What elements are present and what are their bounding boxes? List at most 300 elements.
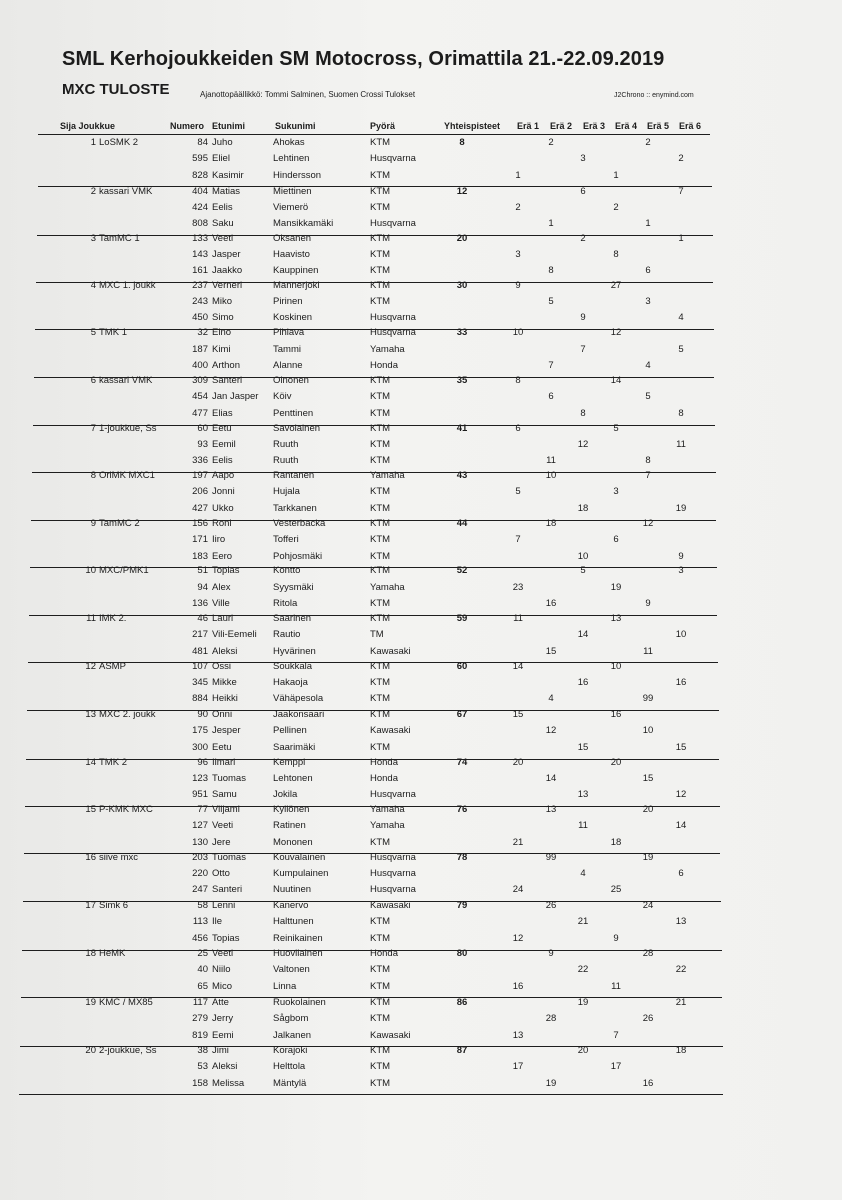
team-name: KMC / MX85 bbox=[99, 996, 153, 1008]
rider-bike: KTM bbox=[370, 439, 391, 450]
rider-number: 481 bbox=[192, 645, 208, 657]
result-row bbox=[0, 1061, 842, 1077]
heat-5-points: 1 bbox=[645, 218, 651, 230]
rider-number: 38 bbox=[197, 1044, 208, 1056]
rider-number: 279 bbox=[192, 1013, 208, 1025]
heat-3-points: 8 bbox=[580, 407, 586, 419]
heat-6-points: 11 bbox=[676, 439, 686, 450]
rider-number: 828 bbox=[192, 169, 208, 181]
rider-number: 300 bbox=[192, 741, 208, 753]
rider-first-name: Jere bbox=[212, 836, 231, 848]
rider-first-name: Verneri bbox=[212, 279, 243, 291]
rider-bike: Yamaha bbox=[370, 803, 405, 815]
rider-bike: TM bbox=[370, 629, 384, 641]
team-name: MXC/PMK1 bbox=[99, 565, 149, 577]
rider-bike: Kawasaki bbox=[370, 1029, 411, 1041]
result-row bbox=[0, 997, 842, 1013]
team-rank: 1 bbox=[90, 137, 96, 148]
rider-last-name: Huovilainen bbox=[273, 947, 323, 959]
rider-number: 171 bbox=[192, 534, 208, 546]
rider-number: 84 bbox=[197, 137, 208, 148]
heat-5-points: 26 bbox=[642, 1013, 654, 1025]
rider-number: 243 bbox=[192, 296, 208, 308]
rider-first-name: Eemil bbox=[212, 439, 236, 450]
rider-bike: KTM bbox=[370, 422, 391, 434]
result-row bbox=[0, 598, 842, 614]
heat-6-points: 12 bbox=[675, 789, 687, 801]
result-row bbox=[0, 408, 842, 424]
result-row bbox=[0, 789, 842, 805]
heat-6-points: 4 bbox=[678, 312, 684, 324]
rider-last-name: Saarinen bbox=[273, 612, 312, 624]
heat-4-points: 10 bbox=[610, 660, 622, 672]
heat-6-points: 16 bbox=[675, 676, 687, 688]
result-row bbox=[0, 170, 842, 186]
heat-5-points: 28 bbox=[642, 947, 654, 959]
rider-first-name: Mikke bbox=[212, 676, 237, 688]
heat-2-points: 1 bbox=[548, 218, 554, 230]
rider-bike: Kawasaki bbox=[370, 900, 411, 912]
rider-bike: KTM bbox=[370, 1077, 391, 1089]
rider-number: 93 bbox=[197, 439, 208, 450]
rider-last-name: Ritola bbox=[273, 597, 298, 609]
rider-number: 884 bbox=[192, 693, 208, 705]
heat-6-points: 5 bbox=[678, 343, 684, 355]
rider-bike: KTM bbox=[370, 201, 391, 213]
rider-number: 477 bbox=[192, 407, 208, 419]
heat-4-points: 13 bbox=[610, 612, 622, 624]
team-total-points: 33 bbox=[456, 327, 468, 339]
team-rank: 17 bbox=[85, 900, 96, 912]
team-total-points: 30 bbox=[456, 279, 468, 291]
rider-first-name: Melissa bbox=[212, 1077, 245, 1089]
heat-3-points: 16 bbox=[577, 676, 589, 688]
team-total-points: 76 bbox=[456, 803, 468, 815]
rider-first-name: Iiro bbox=[212, 534, 226, 546]
heat-5-points: 4 bbox=[645, 359, 651, 371]
rider-number: 203 bbox=[192, 851, 208, 863]
heat-4-points: 27 bbox=[610, 279, 622, 291]
rider-bike: KTM bbox=[370, 249, 391, 261]
class-subtitle: MXC TULOSTE bbox=[62, 81, 170, 98]
rider-bike: KTM bbox=[370, 502, 391, 514]
team-name: 1-joukkue, Ss bbox=[99, 422, 157, 434]
rider-number: 40 bbox=[197, 964, 208, 976]
rider-number: 808 bbox=[192, 218, 208, 230]
team-rank: 10 bbox=[85, 565, 96, 577]
rider-last-name: Reinikainen bbox=[273, 932, 323, 944]
heat-3-points: 5 bbox=[580, 565, 586, 577]
heat-5-points: 16 bbox=[642, 1077, 654, 1089]
rider-bike: KTM bbox=[370, 565, 391, 577]
heat-2-points: 8 bbox=[548, 265, 554, 277]
team-name: IMK 2. bbox=[99, 612, 127, 624]
heat-1-points: 12 bbox=[512, 932, 524, 944]
rider-last-name: Tarkkanen bbox=[273, 502, 317, 514]
result-row bbox=[0, 218, 842, 234]
result-row bbox=[0, 455, 842, 471]
rider-bike: KTM bbox=[370, 964, 391, 976]
heat-2-points: 5 bbox=[548, 296, 554, 308]
rider-first-name: Topias bbox=[212, 565, 240, 577]
rider-bike: KTM bbox=[370, 534, 391, 546]
rider-number: 456 bbox=[192, 932, 208, 944]
rider-last-name: Mononen bbox=[273, 836, 313, 848]
rider-bike: KTM bbox=[370, 996, 391, 1008]
team-total-points: 44 bbox=[456, 517, 468, 529]
heat-3-points: 13 bbox=[577, 789, 589, 801]
team-name: Simk 6 bbox=[99, 900, 129, 912]
rider-last-name: Kumpulainen bbox=[273, 867, 329, 879]
rider-first-name: Matias bbox=[212, 185, 240, 197]
rider-number: 136 bbox=[192, 597, 208, 609]
rider-bike: KTM bbox=[370, 597, 391, 609]
result-row bbox=[0, 360, 842, 376]
rider-last-name: Mansikkamäki bbox=[273, 218, 334, 230]
rider-last-name: Tofferi bbox=[273, 534, 299, 546]
rider-last-name: Viemerö bbox=[273, 201, 309, 213]
rider-first-name: Niilo bbox=[212, 964, 231, 976]
heat-3-points: 21 bbox=[577, 916, 589, 928]
rider-first-name: Lauri bbox=[212, 612, 234, 624]
heat-3-points: 15 bbox=[577, 741, 589, 753]
result-row bbox=[0, 327, 842, 343]
rider-bike: KTM bbox=[370, 709, 391, 721]
team-rank: 13 bbox=[85, 709, 96, 721]
heat-5-points: 7 bbox=[645, 470, 651, 482]
heat-4-points: 17 bbox=[610, 1061, 622, 1073]
team-rank: 14 bbox=[85, 756, 96, 768]
heat-4-points: 5 bbox=[613, 422, 619, 434]
rider-first-name: Eero bbox=[212, 550, 233, 562]
heat-3-points: 11 bbox=[578, 820, 588, 832]
team-total-points: 35 bbox=[456, 375, 468, 387]
team-total-points: 78 bbox=[456, 851, 468, 863]
rider-bike: Honda bbox=[370, 772, 398, 784]
heat-1-points: 11 bbox=[513, 612, 523, 624]
heat-6-points: 14 bbox=[675, 820, 687, 832]
result-row bbox=[0, 202, 842, 218]
heat-3-points: 20 bbox=[577, 1044, 589, 1056]
team-total-points: 41 bbox=[456, 422, 468, 434]
rider-last-name: Mannerjoki bbox=[273, 279, 320, 291]
rider-number: 77 bbox=[197, 803, 208, 815]
rider-bike: KTM bbox=[370, 407, 391, 419]
rider-last-name: Vesterbacka bbox=[273, 517, 326, 529]
team-rank: 9 bbox=[90, 517, 96, 529]
heat-3-points: 9 bbox=[580, 312, 586, 324]
header-era-6: Erä 6 bbox=[679, 121, 702, 131]
heat-1-points: 6 bbox=[515, 422, 521, 434]
rider-bike: Honda bbox=[370, 756, 398, 768]
heat-2-points: 99 bbox=[545, 851, 557, 863]
team-rank: 20 bbox=[85, 1044, 96, 1056]
rider-last-name: Lehtinen bbox=[273, 153, 310, 165]
rider-bike: KTM bbox=[370, 1044, 391, 1056]
rider-last-name: Kyllönen bbox=[273, 803, 310, 815]
rider-bike: KTM bbox=[370, 455, 391, 467]
heat-3-points: 6 bbox=[580, 185, 586, 197]
heat-6-points: 18 bbox=[675, 1044, 687, 1056]
heat-1-points: 24 bbox=[512, 884, 524, 896]
rider-bike: Husqvarna bbox=[370, 312, 416, 324]
heat-2-points: 16 bbox=[545, 597, 557, 609]
result-row bbox=[0, 503, 842, 519]
team-rank: 2 bbox=[90, 185, 96, 197]
rider-first-name: Atte bbox=[212, 996, 229, 1008]
rider-bike: Husqvarna bbox=[370, 327, 416, 339]
rider-first-name: Otto bbox=[212, 867, 230, 879]
team-name: kassari VMK bbox=[99, 185, 153, 197]
rider-bike: KTM bbox=[370, 265, 391, 277]
heat-3-points: 22 bbox=[577, 964, 589, 976]
rider-bike: KTM bbox=[370, 693, 391, 705]
rider-number: 96 bbox=[197, 756, 208, 768]
heat-1-points: 1 bbox=[515, 169, 521, 181]
heat-2-points: 19 bbox=[545, 1077, 557, 1089]
rider-number: 454 bbox=[192, 391, 208, 403]
rider-bike: KTM bbox=[370, 232, 391, 244]
rider-last-name: Pohjosmäki bbox=[273, 550, 323, 562]
rider-number: 206 bbox=[192, 486, 208, 498]
rider-number: 130 bbox=[192, 836, 208, 848]
rider-first-name: Arthon bbox=[212, 359, 240, 371]
heat-5-points: 20 bbox=[642, 803, 654, 815]
rider-first-name: Aleksi bbox=[212, 1061, 238, 1073]
rider-last-name: Kauppinen bbox=[273, 265, 319, 277]
rider-last-name: Halttunen bbox=[273, 916, 314, 928]
heat-5-points: 12 bbox=[642, 517, 654, 529]
team-name: TamMC 1 bbox=[99, 232, 140, 244]
heat-4-points: 20 bbox=[610, 756, 622, 768]
header-sukunimi: Sukunimi bbox=[275, 121, 316, 131]
rider-bike: Yamaha bbox=[370, 343, 405, 355]
heat-2-points: 11 bbox=[546, 455, 556, 467]
rider-first-name: Jesper bbox=[212, 725, 241, 737]
heat-2-points: 10 bbox=[545, 470, 557, 482]
rider-last-name: Savolainen bbox=[273, 422, 321, 434]
heat-6-points: 3 bbox=[678, 565, 684, 577]
rider-number: 217 bbox=[192, 629, 208, 641]
rider-first-name: Ossi bbox=[212, 660, 231, 672]
rider-bike: KTM bbox=[370, 517, 391, 529]
rider-first-name: Alex bbox=[212, 581, 231, 593]
rider-last-name: Haavisto bbox=[273, 249, 310, 261]
rider-number: 133 bbox=[192, 232, 208, 244]
heat-1-points: 21 bbox=[512, 836, 524, 848]
rider-last-name: Saarimäki bbox=[273, 741, 316, 753]
rider-first-name: Jasper bbox=[212, 249, 241, 261]
rider-bike: Honda bbox=[370, 359, 398, 371]
rider-last-name: Tammi bbox=[273, 343, 301, 355]
team-separator bbox=[19, 1094, 723, 1095]
rider-last-name: Valtonen bbox=[273, 964, 310, 976]
rider-last-name: Hindersson bbox=[273, 169, 322, 181]
rider-number: 400 bbox=[192, 359, 208, 371]
team-name: kassari VMK bbox=[99, 375, 153, 387]
heat-5-points: 9 bbox=[645, 597, 651, 609]
result-row bbox=[0, 629, 842, 645]
rider-last-name: Jalkanen bbox=[273, 1029, 312, 1041]
team-name: MXC 2. joukk bbox=[99, 709, 156, 721]
header-divider bbox=[38, 134, 710, 135]
team-total-points: 80 bbox=[456, 947, 468, 959]
rider-bike: KTM bbox=[370, 612, 391, 624]
rider-number: 237 bbox=[192, 279, 208, 291]
result-row bbox=[0, 565, 842, 581]
rider-number: 25 bbox=[197, 947, 208, 959]
rider-last-name: Kontto bbox=[273, 565, 301, 577]
rider-last-name: Kouvalainen bbox=[273, 851, 326, 863]
rider-bike: Kawasaki bbox=[370, 725, 411, 737]
rider-number: 197 bbox=[192, 470, 208, 482]
rider-number: 220 bbox=[192, 867, 208, 879]
team-name: MXC 1. joukk bbox=[99, 279, 156, 291]
team-total-points: 8 bbox=[459, 137, 465, 148]
rider-last-name: Linna bbox=[273, 980, 297, 992]
result-row bbox=[0, 439, 842, 455]
heat-1-points: 3 bbox=[515, 249, 521, 261]
team-name: TMK 2 bbox=[99, 756, 127, 768]
rider-bike: KTM bbox=[370, 836, 391, 848]
rider-number: 117 bbox=[192, 996, 208, 1008]
rider-number: 60 bbox=[197, 422, 208, 434]
team-total-points: 87 bbox=[456, 1044, 468, 1056]
result-row bbox=[0, 964, 842, 980]
rider-first-name: Ukko bbox=[212, 502, 234, 514]
rider-first-name: Viljami bbox=[212, 803, 240, 815]
rider-last-name: Rantanen bbox=[273, 470, 315, 482]
heat-2-points: 12 bbox=[545, 725, 557, 737]
rider-number: 94 bbox=[197, 581, 208, 593]
heat-4-points: 7 bbox=[613, 1029, 619, 1041]
result-row bbox=[0, 249, 842, 265]
rider-last-name: Penttinen bbox=[273, 407, 314, 419]
rider-bike: KTM bbox=[370, 137, 391, 148]
rider-last-name: Jaakonsaari bbox=[273, 709, 325, 721]
rider-bike: KTM bbox=[370, 676, 391, 688]
result-row bbox=[0, 312, 842, 328]
rider-last-name: Hujala bbox=[273, 486, 300, 498]
result-row bbox=[0, 186, 842, 202]
rider-last-name: Korajoki bbox=[273, 1044, 308, 1056]
heat-2-points: 13 bbox=[545, 803, 557, 815]
rider-bike: Honda bbox=[370, 947, 398, 959]
rider-last-name: Pihlava bbox=[273, 327, 305, 339]
result-row bbox=[0, 884, 842, 900]
rider-first-name: Juho bbox=[212, 137, 233, 148]
result-row bbox=[0, 280, 842, 296]
heat-5-points: 8 bbox=[645, 455, 651, 467]
heat-1-points: 20 bbox=[512, 756, 524, 768]
header-era-4: Erä 4 bbox=[615, 121, 638, 131]
rider-number: 143 bbox=[192, 249, 208, 261]
header-yhteispisteet: Yhteispisteet bbox=[444, 121, 501, 131]
rider-first-name: Mico bbox=[212, 980, 233, 992]
team-name: HeMK bbox=[99, 947, 126, 959]
rider-first-name: Kasimir bbox=[212, 169, 244, 181]
heat-1-points: 23 bbox=[512, 581, 524, 593]
heat-4-points: 19 bbox=[610, 581, 622, 593]
heat-2-points: 15 bbox=[545, 645, 557, 657]
result-row bbox=[0, 1013, 842, 1029]
result-row bbox=[0, 646, 842, 662]
rider-last-name: Ruuth bbox=[273, 439, 299, 450]
heat-5-points: 3 bbox=[645, 296, 651, 308]
rider-number: 819 bbox=[192, 1029, 208, 1041]
result-row bbox=[0, 916, 842, 932]
team-rank: 7 bbox=[90, 422, 96, 434]
heat-1-points: 8 bbox=[515, 375, 521, 387]
rider-first-name: Veeti bbox=[212, 947, 234, 959]
result-row bbox=[0, 757, 842, 773]
result-row bbox=[0, 852, 842, 868]
heat-5-points: 5 bbox=[645, 391, 651, 403]
team-name: TamMC 2 bbox=[99, 517, 140, 529]
rider-bike: Yamaha bbox=[370, 820, 405, 832]
rider-last-name: Sågbom bbox=[273, 1013, 309, 1025]
rider-first-name: Eemi bbox=[212, 1029, 234, 1041]
result-row bbox=[0, 693, 842, 709]
rider-bike: KTM bbox=[370, 932, 391, 944]
rider-number: 161 bbox=[192, 265, 208, 277]
heat-5-points: 24 bbox=[642, 900, 654, 912]
rider-bike: KTM bbox=[370, 296, 391, 308]
rider-number: 336 bbox=[192, 455, 208, 467]
team-rank: 8 bbox=[90, 470, 96, 482]
heat-2-points: 2 bbox=[548, 137, 554, 148]
heat-2-points: 26 bbox=[545, 900, 557, 912]
heat-5-points: 10 bbox=[642, 725, 654, 737]
result-row bbox=[0, 582, 842, 598]
rider-last-name: Koskinen bbox=[273, 312, 313, 324]
rider-first-name: Aleksi bbox=[212, 645, 238, 657]
rider-bike: Husqvarna bbox=[370, 789, 416, 801]
heat-1-points: 10 bbox=[512, 327, 524, 339]
rider-bike: KTM bbox=[370, 375, 391, 387]
header-sija-joukkue: Sija Joukkue bbox=[60, 121, 116, 131]
heat-1-points: 5 bbox=[515, 486, 521, 498]
rider-last-name: Mäntylä bbox=[273, 1077, 307, 1089]
rider-first-name: Eelis bbox=[212, 201, 233, 213]
rider-number: 127 bbox=[192, 820, 208, 832]
rider-first-name: Jimi bbox=[212, 1044, 229, 1056]
rider-first-name: Eliel bbox=[212, 153, 230, 165]
result-row bbox=[0, 709, 842, 725]
team-total-points: 67 bbox=[456, 709, 468, 721]
rider-bike: KTM bbox=[370, 169, 391, 181]
rider-number: 107 bbox=[192, 660, 208, 672]
rider-first-name: Veeti bbox=[212, 232, 234, 244]
rider-last-name: Vähäpesola bbox=[273, 693, 324, 705]
result-row bbox=[0, 137, 842, 153]
heat-1-points: 2 bbox=[515, 201, 521, 213]
heat-3-points: 2 bbox=[580, 232, 586, 244]
rider-bike: KTM bbox=[370, 1013, 391, 1025]
heat-1-points: 9 bbox=[515, 279, 521, 291]
result-row bbox=[0, 900, 842, 916]
result-row bbox=[0, 742, 842, 758]
team-total-points: 79 bbox=[456, 900, 468, 912]
heat-6-points: 22 bbox=[675, 964, 687, 976]
team-name: 2-joukkue, Ss bbox=[99, 1044, 157, 1056]
result-row bbox=[0, 344, 842, 360]
rider-first-name: Ilmari bbox=[212, 756, 236, 768]
team-rank: 16 bbox=[85, 851, 96, 863]
rider-number: 123 bbox=[192, 772, 208, 784]
rider-last-name: Rautio bbox=[273, 629, 301, 641]
team-total-points: 20 bbox=[456, 232, 468, 244]
